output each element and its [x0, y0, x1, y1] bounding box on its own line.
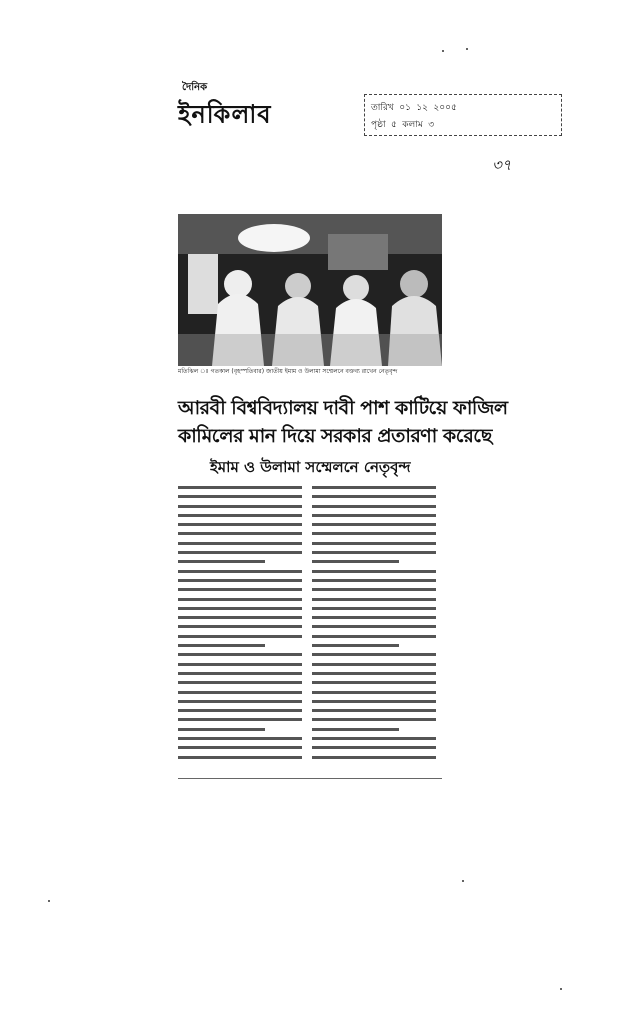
scan-speck [560, 988, 562, 990]
scan-speck [466, 48, 468, 50]
photo-caption: মতিঝিল ঃ গতকাল (বৃহস্পতিবার) জাতীয় ইমাম ও উলামা সম্মেলনে বক্তব্য রাখেন নেতৃবৃন্দ [178, 368, 398, 375]
illegible-text-line [312, 700, 436, 703]
illegible-text-line [178, 746, 302, 749]
illegible-text-line [178, 607, 302, 610]
illegible-text-line [312, 514, 436, 517]
illegible-text-line [312, 672, 436, 675]
illegible-text-line [178, 672, 302, 675]
illegible-text-line [312, 607, 436, 610]
photo-illustration [178, 214, 442, 366]
illegible-text-line [178, 551, 302, 554]
illegible-text-line [312, 560, 399, 563]
illegible-text-line [178, 542, 302, 545]
illegible-text-line [178, 505, 302, 508]
illegible-text-line [312, 532, 436, 535]
article-column-right [312, 486, 436, 765]
illegible-text-line [178, 616, 302, 619]
illegible-text-line [312, 625, 436, 628]
illegible-text-line [312, 570, 436, 573]
illegible-text-line [178, 514, 302, 517]
illegible-text-line [312, 579, 436, 582]
illegible-text-line [312, 709, 436, 712]
illegible-text-line [178, 635, 302, 638]
illegible-text-line [312, 616, 436, 619]
illegible-text-line [178, 495, 302, 498]
illegible-text-line [178, 486, 302, 489]
stamp-date: তারিখ ০১ ১২ ২০০৫ [371, 103, 457, 113]
illegible-text-line [178, 588, 302, 591]
illegible-text-line [312, 691, 436, 694]
illegible-text-line [178, 663, 302, 666]
illegible-text-line [312, 505, 436, 508]
sub-headline: ইমাম ও উলামা সম্মেলনে নেতৃবৃন্দ [210, 458, 411, 476]
illegible-text-line [312, 681, 436, 684]
illegible-text-line [178, 598, 302, 601]
news-photo [178, 214, 442, 366]
illegible-text-line [312, 542, 436, 545]
scan-speck [462, 880, 464, 882]
stamp-page: পৃষ্ঠা ৫ কলাম ৩ [371, 120, 435, 130]
illegible-text-line [178, 700, 302, 703]
illegible-text-line [178, 532, 302, 535]
illegible-text-line [178, 523, 302, 526]
illegible-text-line [312, 588, 436, 591]
illegible-text-line [312, 663, 436, 666]
illegible-text-line [312, 737, 436, 740]
handwritten-number: ৩৭ [492, 156, 512, 174]
illegible-text-line [312, 495, 436, 498]
illegible-text-line [178, 625, 302, 628]
headline-line-1: আরবী বিশ্ববিদ্যালয় দাবী পাশ কাটিয়ে ফাজিল [178, 397, 508, 419]
illegible-text-line [178, 653, 302, 656]
article-bottom-rule [178, 778, 442, 779]
illegible-text-line [178, 728, 265, 731]
illegible-text-line [312, 756, 436, 759]
illegible-text-line [312, 653, 436, 656]
newspaper-masthead: ইনকিলাব [178, 99, 272, 129]
illegible-text-line [178, 681, 302, 684]
article-column-left [178, 486, 302, 765]
illegible-text-line [178, 709, 302, 712]
illegible-text-line [178, 570, 302, 573]
illegible-text-line [312, 523, 436, 526]
illegible-text-line [312, 728, 399, 731]
illegible-text-line [178, 579, 302, 582]
illegible-text-line [312, 718, 436, 721]
illegible-text-line [178, 560, 265, 563]
illegible-text-line [312, 746, 436, 749]
illegible-text-line [178, 718, 302, 721]
scan-speck [442, 50, 444, 52]
illegible-text-line [312, 635, 436, 638]
masthead-label: দৈনিক [182, 82, 208, 93]
illegible-text-line [178, 737, 302, 740]
illegible-text-line [312, 644, 399, 647]
illegible-text-line [312, 551, 436, 554]
scan-speck [48, 900, 50, 902]
illegible-text-line [178, 691, 302, 694]
illegible-text-line [312, 486, 436, 489]
clipping-stamp [364, 94, 562, 136]
illegible-text-line [178, 644, 265, 647]
illegible-text-line [178, 756, 302, 759]
illegible-text-line [312, 598, 436, 601]
headline-line-2: কামিলের মান দিয়ে সরকার প্রতারণা করেছে [178, 425, 492, 447]
